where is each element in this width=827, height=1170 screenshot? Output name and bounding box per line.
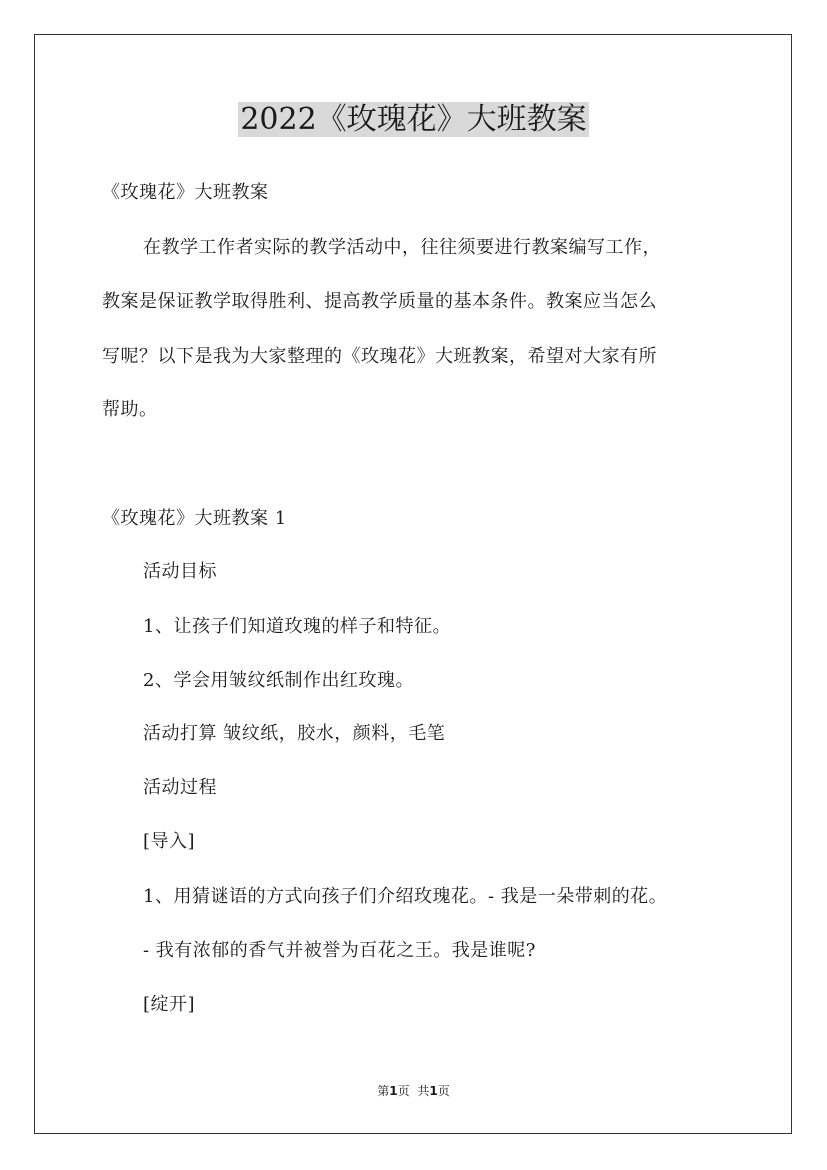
body-line-4: 活动打算 皱纹纸，胶水，颜料，毛笔 — [143, 723, 446, 744]
body-line-6: [导入] — [143, 831, 196, 852]
footer-total-prefix: 共 — [417, 1084, 430, 1098]
intro-line-2: 教案是保证教学取得胜利、提高教学质量的基本条件。教案应当怎么 — [102, 291, 657, 312]
document-title-text: 2022《玫瑰花》大班教案 — [240, 102, 587, 137]
footer-page-suffix: 页 — [397, 1084, 410, 1098]
footer-page-number: 1 — [389, 1084, 398, 1098]
body-line-7: 1、用猜谜语的方式向孩子们介绍玫瑰花。- 我是一朵带刺的花。 — [143, 886, 668, 907]
section-heading: 《玫瑰花》大班教案 1 — [102, 508, 287, 529]
body-line-8: - 我有浓郁的香气并被誉为百花之王。我是谁呢? — [143, 940, 536, 961]
document-subtitle: 《玫瑰花》大班教案 — [102, 182, 269, 203]
body-line-3: 2、学会用皱纹纸制作出红玫瑰。 — [143, 670, 414, 691]
intro-line-1: 在教学工作者实际的教学活动中，往往须要进行教案编写工作， — [143, 237, 661, 258]
intro-line-3: 写呢？以下是我为大家整理的《玫瑰花》大班教案，希望对大家有所 — [102, 346, 657, 367]
footer-total-suffix: 页 — [437, 1084, 450, 1098]
page-footer — [0, 1083, 827, 1099]
footer-page-prefix: 第 — [377, 1084, 390, 1098]
footer-total-pages: 1 — [429, 1084, 438, 1098]
intro-line-4: 帮助。 — [102, 399, 158, 420]
body-line-2: 1、让孩子们知道玫瑰的样子和特征。 — [143, 616, 451, 637]
document-title — [0, 100, 827, 140]
body-line-9: [绽开] — [143, 994, 196, 1015]
body-line-5: 活动过程 — [143, 777, 217, 798]
body-line-1: 活动目标 — [143, 561, 217, 582]
